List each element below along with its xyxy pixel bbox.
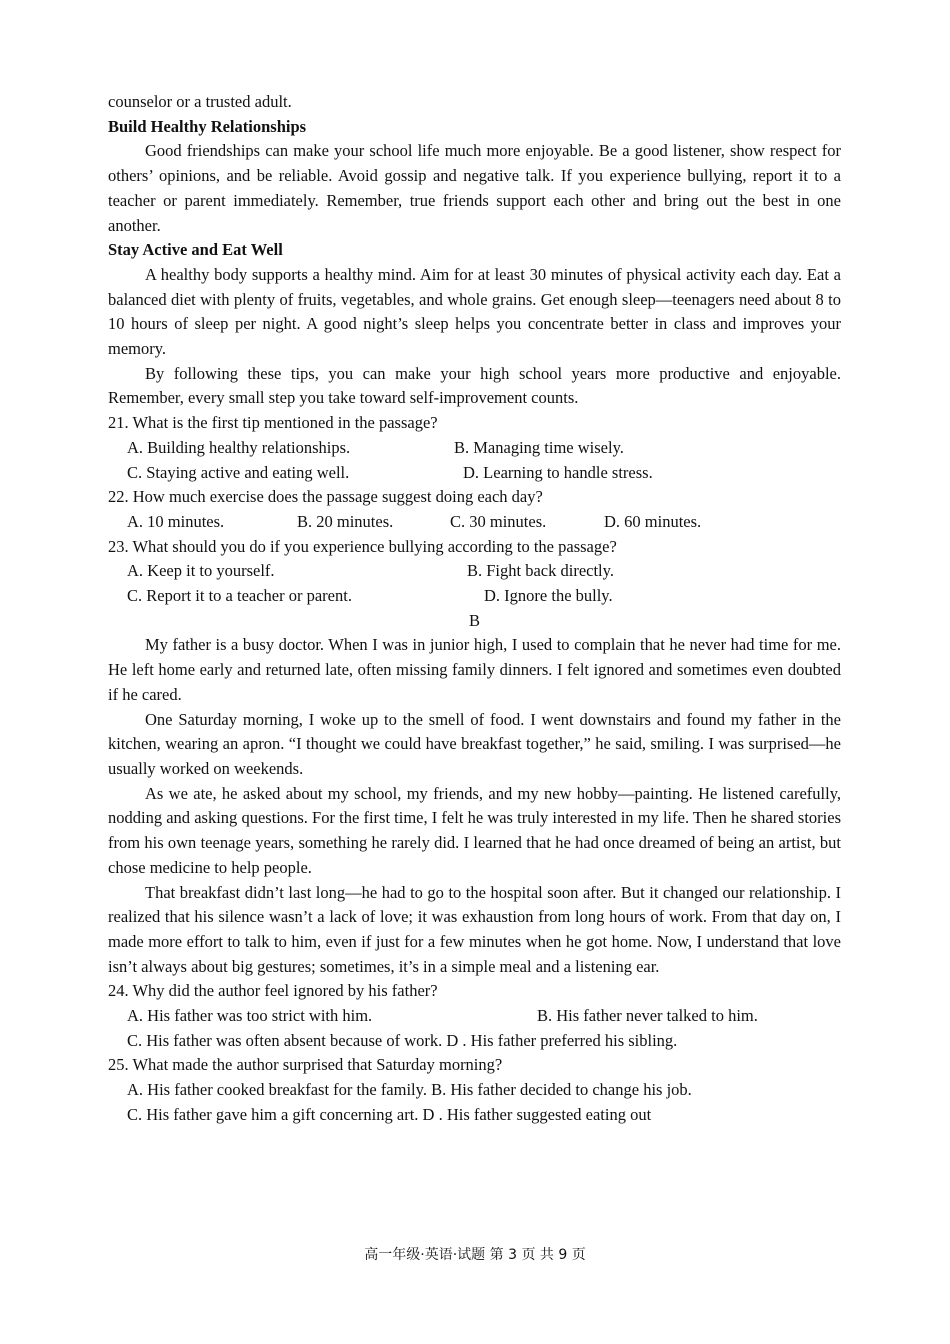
question-23-options-row1 — [108, 559, 841, 584]
passage-b-paragraph-2: One Saturday morning, I woke up to the smell of food. I went downstairs and found my father in the kitchen, wearing an apron. “I thought we could have breakfast together,” he said, smiling. I was surprised—he usually worked on weekends. — [108, 709, 841, 778]
question-23: 23. What should you do if you experience bullying according to the passage? — [108, 536, 617, 556]
option-22c[interactable]: C. 30 minutes. — [450, 511, 547, 531]
option-21a[interactable]: A. Building healthy relationships. — [127, 437, 351, 457]
question-21-options-row2 — [108, 461, 841, 486]
option-21d[interactable]: D. Learning to handle stress. — [463, 462, 653, 482]
option-23c[interactable]: C. Report it to a teacher or parent. — [127, 586, 352, 606]
option-25ab[interactable]: A. His father cooked breakfast for the family. B. His father decided to change his job. — [127, 1080, 692, 1100]
option-24a[interactable]: A. His father was too strict with him. — [127, 1006, 373, 1026]
passage-b-paragraph-3: As we ate, he asked about my school, my friends, and my new hobby—painting. He listened carefully, nodding and asking questions. For the first time, I felt he was truly interested in my life. Then he shared stories from his own teenage years, something he rarely did. I learned that he had once dreamed of being an artist, but chose medicine to help people. — [108, 783, 841, 877]
question-23-options-row2 — [108, 584, 841, 609]
option-23a[interactable]: A. Keep it to yourself. — [127, 561, 275, 581]
passage-b-paragraph-1: My father is a busy doctor. When I was in junior high, I used to complain that he never had time for me. He left home early and returned late, often missing family dinners. I felt ignored and sometimes even doubted if he cared. — [108, 635, 841, 704]
option-24b[interactable]: B. His father never talked to him. — [537, 1006, 758, 1026]
passage-a-continuation: counselor or a trusted adult. — [108, 92, 292, 111]
option-23d[interactable]: D. Ignore the bully. — [484, 586, 613, 606]
paragraph-conclusion: By following these tips, you can make your high school years more productive and enjoyable. Remember, every small step you take toward self-improvement counts. — [108, 363, 841, 408]
section-heading-active: Stay Active and Eat Well — [108, 240, 283, 260]
option-22b[interactable]: B. 20 minutes. — [297, 511, 394, 531]
question-24: 24. Why did the author feel ignored by his father? — [108, 981, 438, 1001]
page-footer: 高一年级·英语·试题 第 3 页 共 9 页 — [364, 1247, 586, 1263]
option-24cd[interactable]: C. His father was often absent because of work. D . His father preferred his sibling. — [127, 1030, 678, 1050]
option-21b[interactable]: B. Managing time wisely. — [454, 437, 624, 457]
section-heading-relationships: Build Healthy Relationships — [108, 116, 307, 136]
question-22-options — [108, 510, 841, 535]
option-22a[interactable]: A. 10 minutes. — [127, 511, 225, 531]
option-21c[interactable]: C. Staying active and eating well. — [127, 462, 350, 482]
passage-b-label: B — [468, 610, 480, 630]
option-22d[interactable]: D. 60 minutes. — [604, 511, 702, 531]
option-23b[interactable]: B. Fight back directly. — [467, 561, 614, 581]
question-21-options-row1 — [108, 436, 841, 461]
passage-b-paragraph-4: That breakfast didn’t last long—he had to go to the hospital soon after. But it changed our relationship. I realized that his silence wasn’t a lack of love; it was exhaustion from long hours of work. From that day on, I made more effort to talk to him, even if just for a few minutes when he got home. Now, I understand that love isn’t always about big gestures; sometimes, it’s in a simple meal and a listening ear. — [108, 882, 841, 976]
question-24-options-row1 — [108, 1004, 841, 1029]
question-25: 25. What made the author surprised that Saturday morning? — [108, 1055, 503, 1075]
paragraph-active: A healthy body supports a healthy mind. Aim for at least 30 minutes of physical activity each day. Eat a balanced diet with plenty of fruits, vegetables, and whole grains. Get enough sleep—teenagers need about 8 to 10 hours of sleep per night. A good night’s sleep helps you concentrate better in class and improves your memory. — [108, 264, 841, 359]
question-22: 22. How much exercise does the passage suggest doing each day? — [108, 487, 543, 507]
exam-page — [108, 90, 841, 1128]
paragraph-relationships: Good friendships can make your school life much more enjoyable. Be a good listener, show respect for others’ opinions, and be reliable. Avoid gossip and negative talk. If you experience bullying, report it to a teacher or parent immediately. Remember, true friends support each other and bring out the best in one another. — [108, 141, 841, 235]
option-25cd[interactable]: C. His father gave him a gift concerning art. D . His father suggested eating out — [127, 1104, 652, 1124]
question-21: 21. What is the first tip mentioned in the passage? — [108, 413, 438, 433]
